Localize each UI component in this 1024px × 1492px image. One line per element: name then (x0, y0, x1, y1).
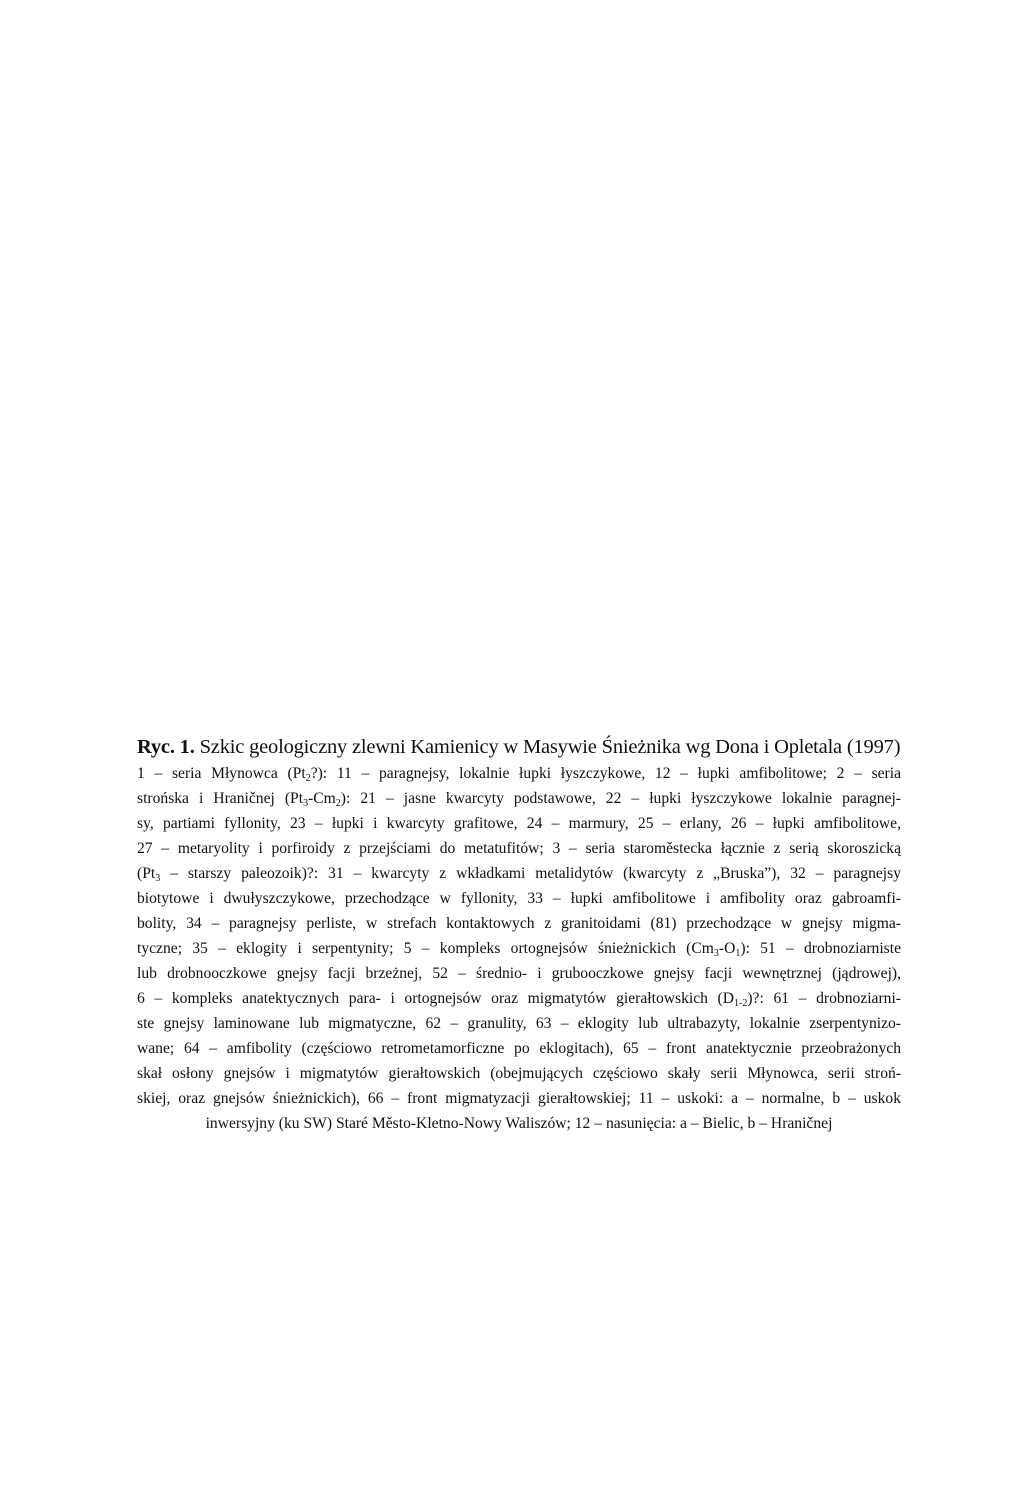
legend-line-9 (137, 961, 901, 986)
figure-title-line (137, 733, 901, 761)
legend-text: (Pt (137, 865, 156, 882)
legend-text: -Cm (308, 790, 336, 807)
legend-text: – starszy paleozoik)?: 31 – kwarcyty z wkładkami metalidytów (kwarcyty z „Bruska”), 32 – paragnejsy (160, 865, 901, 882)
legend-line-14 (137, 1086, 901, 1111)
legend-text: tyczne; 35 – eklogity i serpentynity; 5 – kompleks ortognejsów śnieżnickich (Cm (137, 940, 714, 957)
subscript: 1 (735, 948, 741, 959)
legend-line-2 (137, 786, 901, 811)
subscript: 3 (155, 873, 161, 884)
legend-line-13 (137, 1061, 901, 1086)
legend-text: strońska i Hraničnej (Pt (137, 790, 304, 807)
legend-text: sy, partiami fyllonity, 23 – łupki i kwarcyty grafitowe, 24 – marmury, 25 – erlany, 26 – łupki amfibolitowe, (137, 815, 901, 832)
legend-text: bolity, 34 – paragnejsy perliste, w strefach kontaktowych z granitoidami (81) przechodzące w gnejsy migma- (137, 915, 901, 932)
legend-text: inwersyjny (ku SW) Staré Město-Kletno-Nowy Waliszów; 12 – nasunięcia: a – Bielic, b – Hraničnej (205, 1115, 833, 1132)
legend-text: 1 – seria Młynowca (Pt (137, 765, 306, 782)
legend-line-7 (137, 911, 901, 936)
legend-text: lub drobnooczkowe gnejsy facji brzeżnej, 52 – średnio- i grubooczkowe gnejsy facji wewnętrznej (jądrowej), (137, 965, 901, 982)
legend-text: ste gnejsy laminowane lub migmatyczne, 62 – granulity, 63 – eklogity lub ultrabazyty, lokalnie zserpentynizo- (137, 1015, 901, 1032)
legend-text: ): 51 – drobnoziarniste (740, 940, 902, 957)
legend-line-15 (137, 1111, 901, 1136)
subscript: 3 (713, 948, 719, 959)
subscript: 2 (305, 773, 311, 784)
legend-text: 27 – metaryolity i porfiroidy z przejściami do metatufitów; 3 – seria staroměstecka łącznie z serią skoroszicką (137, 840, 901, 857)
legend-line-8 (137, 936, 901, 961)
figure-caption (137, 733, 901, 1136)
figure-title: Szkic geologiczny zlewni Kamienicy w Masywie Śnieżnika wg Dona i Opletala (1997) (199, 736, 901, 758)
legend-text: ): 21 – jasne kwarcyty podstawowe, 22 – łupki łyszczykowe lokalnie paragnej- (340, 790, 901, 807)
legend-text: biotytowe i dwułyszczykowe, przechodzące w fyllonity, 33 – łupki amfibolitowe i amfibolity oraz gabroamfi- (137, 890, 901, 907)
subscript: 2 (335, 798, 341, 809)
legend-text: )?: 61 – drobnoziarni- (747, 990, 901, 1007)
legend-text: 6 – kompleks anatektycznych para- i ortognejsów oraz migmatytów gierałtowskich (D (137, 990, 735, 1007)
legend-line-11 (137, 1011, 901, 1036)
legend-line-10 (137, 986, 901, 1011)
subscript: 3 (303, 798, 309, 809)
legend-text: -O (718, 940, 736, 957)
legend-line-1 (137, 761, 901, 786)
legend-line-12 (137, 1036, 901, 1061)
figure-label: Ryc. 1. (137, 736, 195, 758)
legend-line-3 (137, 811, 901, 836)
legend-text: skiej, oraz gnejsów śnieżnickich), 66 – front migmatyzacji gierałtowskiej; 11 – uskoki: a – normalne, b – uskok (137, 1090, 901, 1107)
subscript: 1-2 (734, 998, 748, 1009)
legend-text: wane; 64 – amfibolity (częściowo retrometamorficzne po eklogitach), 65 – front anatektycznie przeobrażonych (137, 1040, 901, 1057)
legend-line-4 (137, 836, 901, 861)
legend-text: ?): 11 – paragnejsy, lokalnie łupki łyszczykowe, 12 – łupki amfibolitowe; 2 – seria (310, 765, 902, 782)
legend-text: skał osłony gnejsów i migmatytów gierałtowskich (obejmujących częściowo skały serii Młynowca, serii stroń- (137, 1065, 901, 1082)
legend-line-5 (137, 861, 901, 886)
legend-line-6 (137, 886, 901, 911)
